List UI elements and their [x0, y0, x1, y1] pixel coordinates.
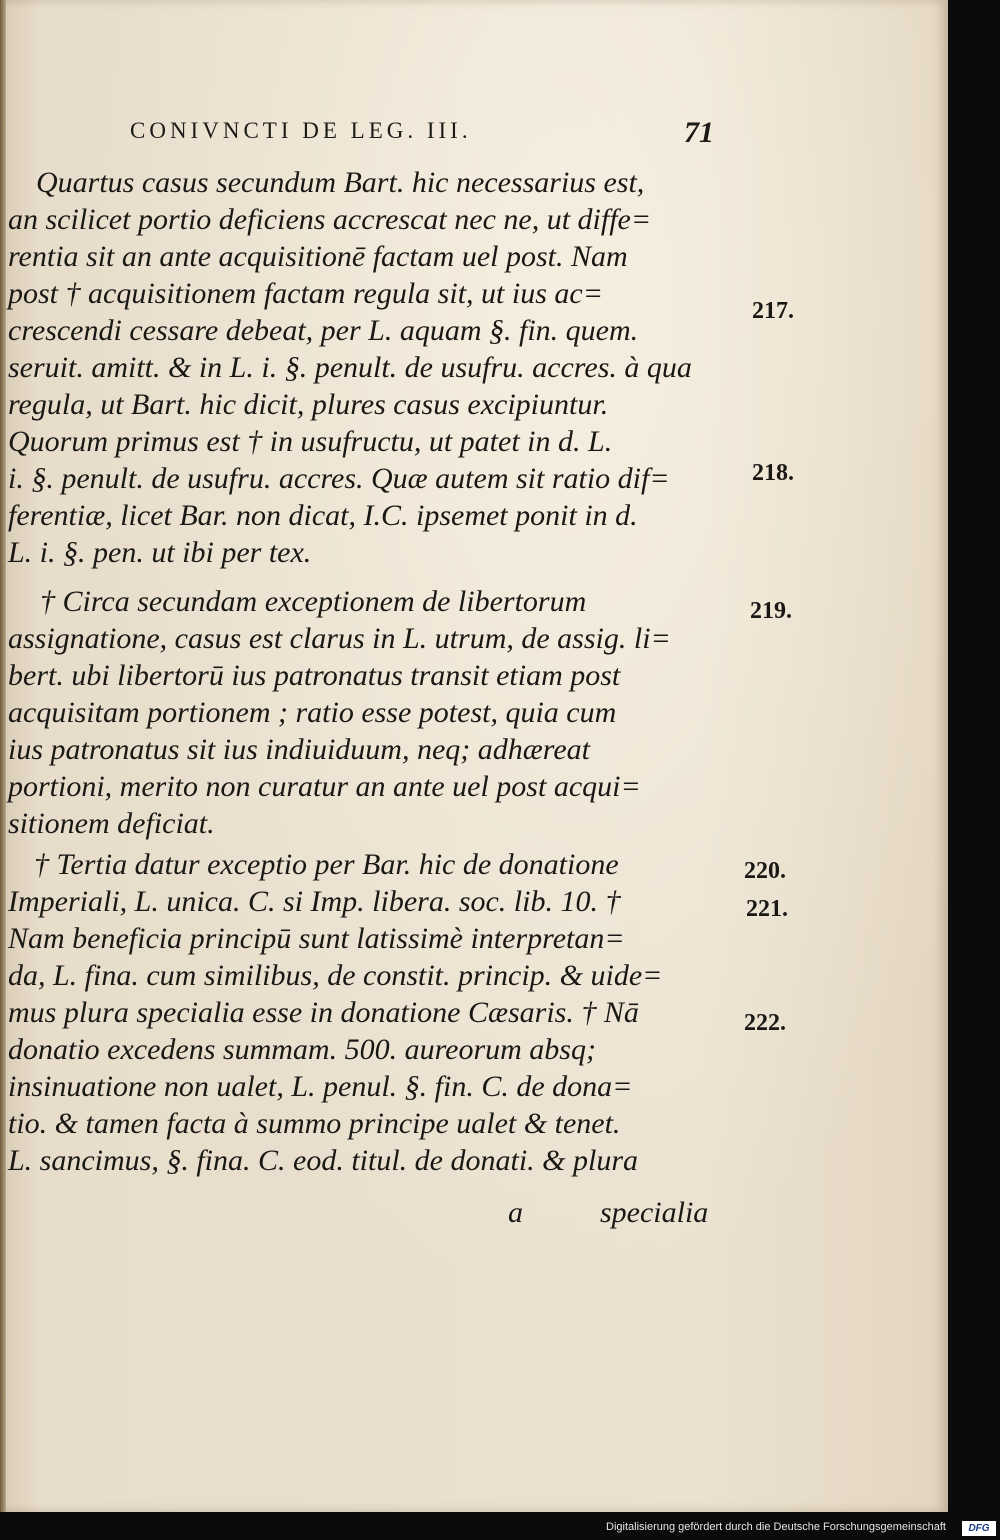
margin-number: 219.: [750, 598, 792, 624]
body-line: rentia sit an ante acquisitionē factam uel post. Nam: [8, 240, 628, 273]
body-line: L. sancimus, §. fina. C. eod. titul. de donati. & plura: [8, 1144, 639, 1177]
body-line: L. i. §. pen. ut ibi per tex.: [8, 536, 312, 569]
margin-number: 217.: [752, 298, 794, 324]
margin-number: 222.: [744, 1010, 786, 1036]
margin-number: 220.: [744, 858, 786, 884]
body-line: ius patronatus sit ius indiuiduum, neq; adhæreat: [8, 733, 590, 766]
body-line: portioni, merito non curatur an ante uel post acqui=: [8, 770, 641, 803]
margin-number: 221.: [746, 896, 788, 922]
body-line: mus plura specialia esse in donatione Cæsaris. † Nā: [8, 996, 639, 1029]
body-line: bert. ubi libertorū ius patronatus transit etiam post: [8, 659, 621, 692]
body-line: Quorum primus est † in usufructu, ut patet in d. L.: [8, 425, 613, 458]
body-line: crescendi cessare debeat, per L. aquam §. fin. quem.: [8, 314, 639, 347]
body-line: da, L. fina. cum similibus, de constit. princip. & uide=: [8, 959, 663, 992]
body-line: regula, ut Bart. hic dicit, plures casus excipiuntur.: [8, 388, 609, 421]
body-line: Imperiali, L. unica. C. si Imp. libera. soc. lib. 10. †: [8, 885, 621, 918]
body-line: donatio excedens summam. 500. aureorum absq;: [8, 1033, 596, 1066]
body-line: † Circa secundam exceptionem de libertorum: [40, 585, 587, 618]
body-line: Nam beneficia principū sunt latissimè interpretan=: [8, 922, 625, 955]
catchword: specialia: [600, 1196, 709, 1229]
body-line: assignatione, casus est clarus in L. utrum, de assig. li=: [8, 622, 671, 655]
dfg-logo: DFG: [962, 1521, 996, 1536]
margin-number: 218.: [752, 460, 794, 486]
running-head: CONIVNCTI DE LEG. III.: [130, 118, 472, 143]
body-line: tio. & tamen facta à summo principe ualet & tenet.: [8, 1107, 621, 1140]
folio-number: 71: [684, 116, 714, 149]
digitization-credit: Digitalisierung gefördert durch die Deutsche Forschungsgemeinschaft: [606, 1521, 946, 1533]
body-line: insinuatione non ualet, L. penul. §. fin. C. de dona=: [8, 1070, 633, 1103]
body-line: acquisitam portionem ; ratio esse potest, quia cum: [8, 696, 617, 729]
body-line: seruit. amitt. & in L. i. §. penult. de usufru. accres. à qua: [8, 351, 692, 384]
page-binding-edge: [0, 0, 6, 1512]
body-line: ferentiæ, licet Bar. non dicat, I.C. ipsemet ponit in d.: [8, 499, 638, 532]
body-line: sitionem deficiat.: [8, 807, 215, 840]
body-line: † Tertia datur exceptio per Bar. hic de donatione: [34, 848, 619, 881]
body-line: post † acquisitionem factam regula sit, ut ius ac=: [8, 277, 603, 310]
body-line: i. §. penult. de usufru. accres. Quæ autem sit ratio dif=: [8, 462, 670, 495]
body-line: an scilicet portio deficiens accrescat nec ne, ut diffe=: [8, 203, 652, 236]
body-line: Quartus casus secundum Bart. hic necessarius est,: [36, 166, 645, 199]
signature-mark: a: [508, 1196, 523, 1229]
